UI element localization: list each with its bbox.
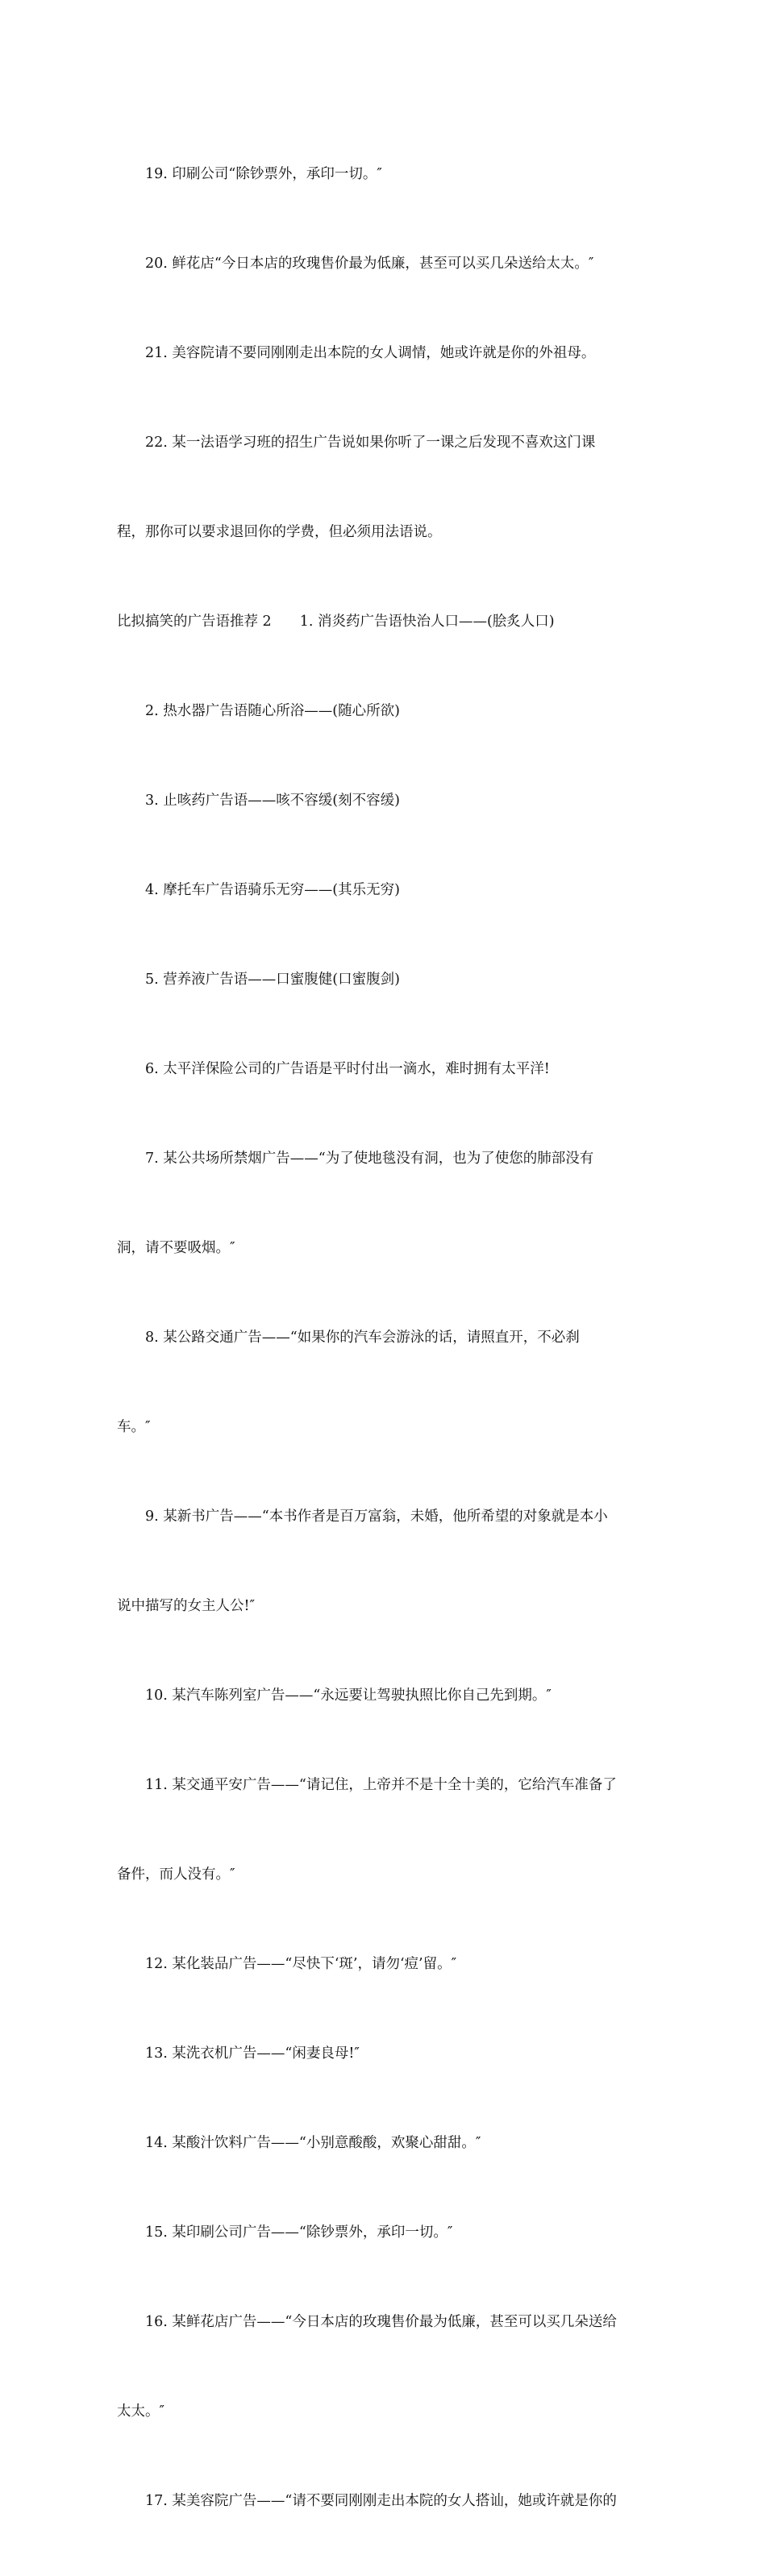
section-heading-line: 比拟搞笑的广告语推荐 2 1. 消炎药广告语快治人口——(脍炙人口) (117, 614, 555, 630)
text-line: 4. 摩托车广告语骑乐无穷——(其乐无穷) (145, 882, 400, 898)
document-body (117, 100, 659, 2576)
text-line: 10. 某汽车陈列室广告——“永远要让驾驶执照比你自己先到期。″ (145, 1688, 552, 1704)
text-line: 程，那你可以要求退回你的学费，但必须用法语说。 (117, 524, 442, 540)
text-line: 12. 某化装品广告——“尽快下‘斑’，请勿‘痘’留。″ (145, 1956, 457, 1972)
text-line: 14. 某酸汁饮料广告——“小别意酸酸，欢聚心甜甜。″ (145, 2135, 481, 2151)
text-line: 17. 某美容院广告——“请不要同刚刚走出本院的女人搭讪，她或许就是你的 (145, 2493, 617, 2509)
text-line: 6. 太平洋保险公司的广告语是平时付出一滴水，难时拥有太平洋! (145, 1061, 550, 1077)
text-line: 8. 某公路交通广告——“如果你的汽车会游泳的话，请照直开，不必刹 (145, 1330, 580, 1346)
text-line: 11. 某交通平安广告——“请记住，上帝并不是十全十美的，它给汽车准备了 (145, 1777, 617, 1793)
text-line: 7. 某公共场所禁烟广告——“为了使地毯没有洞，也为了使您的肺部没有 (145, 1151, 594, 1167)
text-line: 13. 某洗衣机广告——“闲妻良母!″ (145, 2045, 360, 2062)
text-line: 15. 某印刷公司广告——“除钞票外，承印一切。″ (145, 2224, 453, 2241)
text-line: 洞，请不要吸烟。″ (117, 1240, 235, 1256)
text-line: 3. 止咳药广告语——咳不容缓(刻不容缓) (145, 793, 400, 809)
text-line: 2. 热水器广告语随心所浴——(随心所欲) (145, 703, 400, 719)
text-line: 19. 印刷公司“除钞票外，承印一切。″ (145, 166, 382, 182)
text-line: 21. 美容院请不要同刚刚走出本院的女人调情，她或许就是你的外祖母。 (145, 345, 596, 361)
text-line: 9. 某新书广告——“本书作者是百万富翁，未婚，他所希望的对象就是本小 (145, 1509, 608, 1525)
text-line: 说中描写的女主人公!″ (117, 1598, 256, 1614)
text-line: 太太。″ (117, 2403, 165, 2420)
text-line: 16. 某鲜花店广告——“今日本店的玫瑰售价最为低廉，甚至可以买几朵送给 (145, 2314, 617, 2330)
text-line: 备件，而人没有。″ (117, 1866, 235, 1883)
text-line: 22. 某一法语学习班的招生广告说如果你听了一课之后发现不喜欢这门课 (145, 435, 596, 451)
text-line: 20. 鲜花店“今日本店的玫瑰售价最为低廉，甚至可以买几朵送给太太。″ (145, 256, 594, 272)
text-line: 5. 营养液广告语——口蜜腹健(口蜜腹剑) (145, 972, 400, 988)
text-line: 车。″ (117, 1419, 151, 1435)
